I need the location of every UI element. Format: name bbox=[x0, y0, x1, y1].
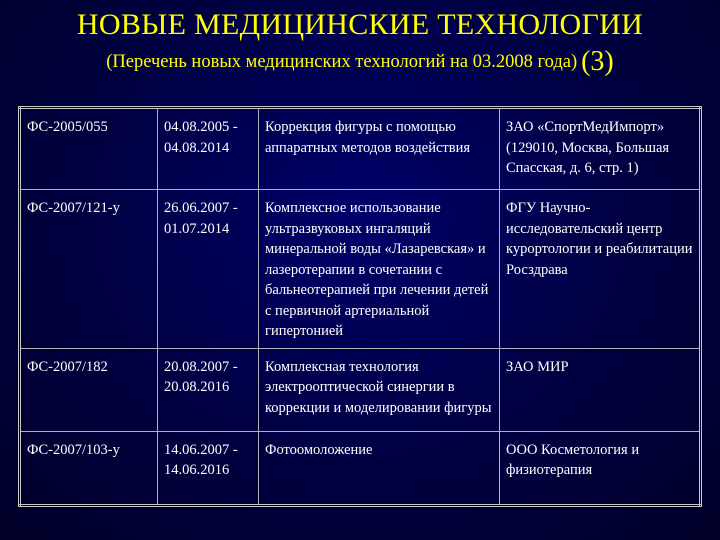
technology-description-cell: Коррекция фигуры с помощью аппаратных методов воздействия bbox=[259, 108, 500, 190]
registration-code-cell: ФС-2007/121-у bbox=[20, 190, 158, 349]
technology-description-cell: Фотоомоложение bbox=[259, 431, 500, 505]
organization-cell: ЗАО «СпортМедИмпорт» (129010, Москва, Большая Спасская, д. 6, стр. 1) bbox=[500, 108, 701, 190]
validity-dates-cell: 26.06.2007 - 01.07.2014 bbox=[158, 190, 259, 349]
organization-cell: ФГУ Научно-исследовательский центр курортологии и реабилитации Росздрава bbox=[500, 190, 701, 349]
technology-description-cell: Комплексная технология электрооптической синергии в коррекции и моделировании фигуры bbox=[259, 348, 500, 431]
technologies-table bbox=[18, 106, 702, 507]
organization-cell: ООО Косметология и физиотерапия bbox=[500, 431, 701, 505]
registration-code-cell: ФС-2005/055 bbox=[20, 108, 158, 190]
table-row bbox=[20, 108, 701, 190]
registration-code-cell: ФС-2007/182 bbox=[20, 348, 158, 431]
organization-cell: ЗАО МИР bbox=[500, 348, 701, 431]
validity-dates-cell: 04.08.2005 - 04.08.2014 bbox=[158, 108, 259, 190]
registration-code-cell: ФС-2007/103-у bbox=[20, 431, 158, 505]
validity-dates-cell: 14.06.2007 - 14.06.2016 bbox=[158, 431, 259, 505]
validity-dates-cell: 20.08.2007 - 20.08.2016 bbox=[158, 348, 259, 431]
table-row bbox=[20, 348, 701, 431]
slide-subtitle bbox=[0, 48, 720, 76]
subtitle-number: (3) bbox=[581, 46, 614, 77]
subtitle-text: (Перечень новых медицинских технологий на 03.2008 года) bbox=[106, 52, 578, 72]
table-row bbox=[20, 431, 701, 505]
technology-description-cell: Комплексное использование ультразвуковых ингаляций минеральной воды «Лазаревская» и лазеротерапии в сочетании с бальнеотерапией при лечении детей с первичной артериальной гипертонией bbox=[259, 190, 500, 349]
table-row bbox=[20, 190, 701, 349]
slide-title: НОВЫЕ МЕДИЦИНСКИЕ ТЕХНОЛОГИИ bbox=[76, 8, 644, 41]
